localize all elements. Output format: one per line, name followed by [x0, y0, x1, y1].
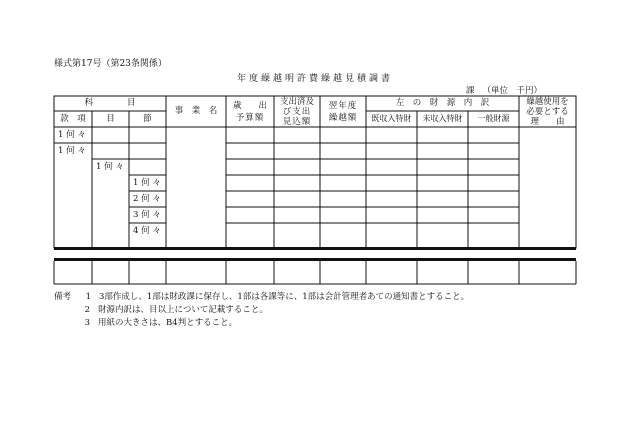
section-label: 課 — [466, 86, 475, 96]
head-mishuunyu: 未収入特財 — [422, 114, 463, 123]
total-top-rule — [54, 258, 576, 261]
form-number: 様式第17号（第23条関係） — [54, 59, 167, 69]
head-saishutsu-1: 歳 出 — [232, 101, 267, 111]
head-shishutsu-2: び支出 — [282, 107, 312, 117]
row-setsu-1: 1 何 々 — [133, 178, 161, 188]
head-kan: 款 項 — [60, 114, 86, 124]
head-yokunendo-1: 翌年度 — [328, 101, 358, 111]
head-kishuunyu: 既収入特財 — [371, 114, 412, 123]
unit-value: （単位 千円） — [482, 86, 543, 96]
row-moku-1: 1 何 々 — [96, 162, 124, 172]
notes-label: 備考 — [54, 292, 72, 302]
note-2 — [54, 306, 268, 315]
row-setsu-2: 2 何 々 — [133, 194, 161, 204]
note-1-num: 1 — [85, 292, 92, 302]
head-shishutsu-1: 支出済及 — [279, 97, 314, 107]
head-moku: 目 — [106, 114, 115, 124]
head-yokunendo-2: 繰越額 — [328, 113, 358, 123]
note-2-text: 財源内訳は、目以上について記載すること。 — [98, 305, 268, 315]
row-kou-1: 1 何 々 — [58, 146, 86, 156]
head-riyu-2: 必要とする — [526, 107, 569, 117]
thick-separator — [54, 247, 576, 250]
row-kan-1: 1 何 々 — [58, 130, 86, 140]
head-riyu-1: 繰越使用を — [526, 97, 569, 107]
note-3-text: 用紙の大きさは、B4判とすること。 — [98, 318, 238, 328]
head-saishutsu-2: 予算額 — [235, 113, 265, 123]
note-3 — [54, 319, 237, 328]
document-title: 年度繰越明許費繰越見積調書 — [236, 74, 393, 84]
note-1-text: 3部作成し、1部は財政課に保存し、1部は各課等に、1部は会計管理者あての通知書とすること。 — [99, 292, 470, 302]
row-setsu-3: 3 何 々 — [133, 210, 161, 220]
head-kamoku: 科 目 — [84, 98, 136, 108]
head-setsu: 節 — [143, 114, 152, 124]
note-2-num: 2 — [84, 305, 90, 315]
head-ippan: 一般財源 — [477, 114, 510, 123]
note-1 — [54, 293, 469, 302]
note-3-num: 3 — [84, 318, 90, 328]
head-shishutsu-3: 見込額 — [282, 117, 312, 127]
row-setsu-4: 4 何 々 — [133, 226, 161, 236]
head-riyu-3: 理 由 — [530, 117, 565, 127]
head-zaigen: 左 の 財 源 内 訳 — [395, 98, 490, 108]
head-jigyo: 事 業 名 — [174, 106, 218, 116]
